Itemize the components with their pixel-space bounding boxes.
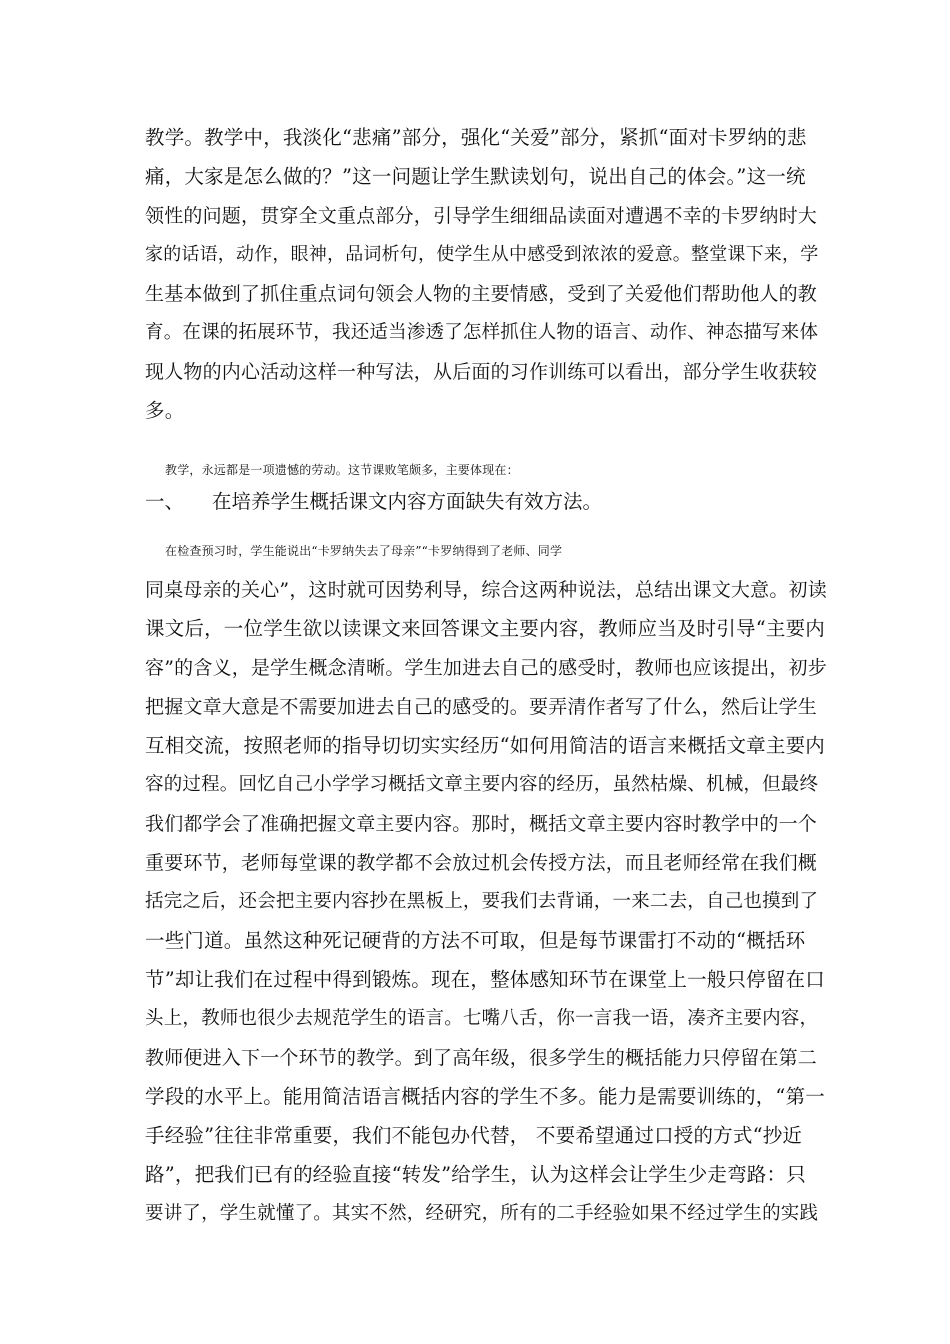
paragraph-1-line: 育。在课的拓展环节，我还适当渗透了怎样抓住人物的语言、动作、神态描写来体 bbox=[145, 322, 819, 343]
paragraph-3-line: 在检查预习时，学生能说出“卡罗纳失去了母亲”“卡罗纳得到了老师、同学 bbox=[165, 544, 563, 558]
paragraph-1-line: 生基本做到了抓住重点词句领会人物的主要情感，受到了关爱他们帮助他人的教 bbox=[145, 283, 818, 305]
paragraph-3-line: 头上，教师也很少去规范学生的语言。七嘴八舌，你一言我一语，凑齐主要内容， bbox=[145, 1008, 819, 1029]
paragraph-1-line: 教学。教学中，我淡化“悲痛”部分，强化“关爱”部分，紧抓“面对卡罗纳的悲 bbox=[145, 126, 807, 149]
paragraph-1-line: 痛，大家是怎么做的？”这一问题让学生默读划句，说出自己的体会。”这一统 bbox=[145, 165, 806, 188]
paragraph-3-line: 路”，把我们已有的经验直接“转发”给学生，认为这样会让学生少走弯路：只 bbox=[145, 1163, 806, 1186]
paragraph-1-line: 领性的问题，贯穿全文重点部分，引导学生细细品读面对遭遇不幸的卡罗纳时大 bbox=[145, 205, 818, 227]
paragraph-3-line: 互相交流，按照老师的指导切切实实经历“如何用简洁的语言来概括文章主要内 bbox=[145, 734, 825, 757]
paragraph-3-line: 课文后，一位学生欲以读课文来回答课文主要内容，教师应当及时引导“主要内 bbox=[145, 617, 825, 640]
paragraph-3-line: 容”的含义，是学生概念清晰。学生加进去自己的感受时，教师也应该提出，初步 bbox=[145, 657, 827, 679]
paragraph-3-line: 学段的水平上。能用简洁语言概括内容的学生不多。能力是需要训练的，“第一 bbox=[145, 1085, 825, 1108]
paragraph-2: 教学，永远都是一项遗憾的劳动。这节课败笔颇多，主要体现在： bbox=[165, 463, 519, 477]
paragraph-3-line: 要讲了，学生就懂了。其实不然，经研究，所有的二手经验如果不经过学生的实践 bbox=[145, 1203, 819, 1224]
paragraph-3-line: 把握文章大意是不需要加进去自己的感受的。要弄清作者写了什么，然后让学生 bbox=[145, 696, 818, 718]
paragraph-3-line: 手经验”往往非常重要，我们不能包办代替， 不要希望通过口授的方式“抄近 bbox=[145, 1124, 803, 1147]
paragraph-1-line: 家的话语，动作，眼神，品词析句，使学生从中感受到浓浓的爱意。整堂课下来，学 bbox=[145, 244, 819, 265]
paragraph-3-line: 重要环节，老师每堂课的教学都不会放过机会传授方法，而且老师经常在我们概 bbox=[145, 852, 818, 874]
paragraph-3-line: 教师便进入下一个环节的教学。到了高年级，很多学生的概括能力只停留在第二 bbox=[145, 1047, 818, 1069]
paragraph-3-line: 我们都学会了准确把握文章主要内容。那时，概括文章主要内容时教学中的一个 bbox=[145, 813, 818, 835]
paragraph-1-line: 现人物的内心活动这样一种写法，从后面的习作训练可以看出，部分学生收获较 bbox=[145, 361, 818, 383]
paragraph-3-line: 节”却让我们在过程中得到锻炼。现在，整体感知环节在课堂上一般只停留在口 bbox=[145, 968, 825, 991]
paragraph-3-line: 同桌母亲的关心”，这时就可因势利导，综合这两种说法，总结出课文大意。初读 bbox=[145, 579, 827, 601]
paragraph-3-line: 括完之后，还会把主要内容抄在黑板上，要我们去背诵，一来二去，自己也摸到了 bbox=[145, 891, 819, 912]
paragraph-3-line: 一些门道。虽然这种死记硬背的方法不可取，但是每节课雷打不动的“概括环 bbox=[145, 929, 806, 952]
list-item-text: 在培养学生概括课文内容方面缺失有效方法。 bbox=[212, 490, 603, 513]
list-marker: 一、 bbox=[145, 490, 185, 513]
paragraph-3-line: 容的过程。回忆自己小学学习概括文章主要内容的经历，虽然枯燥、机械，但最终 bbox=[145, 774, 819, 795]
paragraph-1-line: 多。 bbox=[145, 399, 185, 422]
